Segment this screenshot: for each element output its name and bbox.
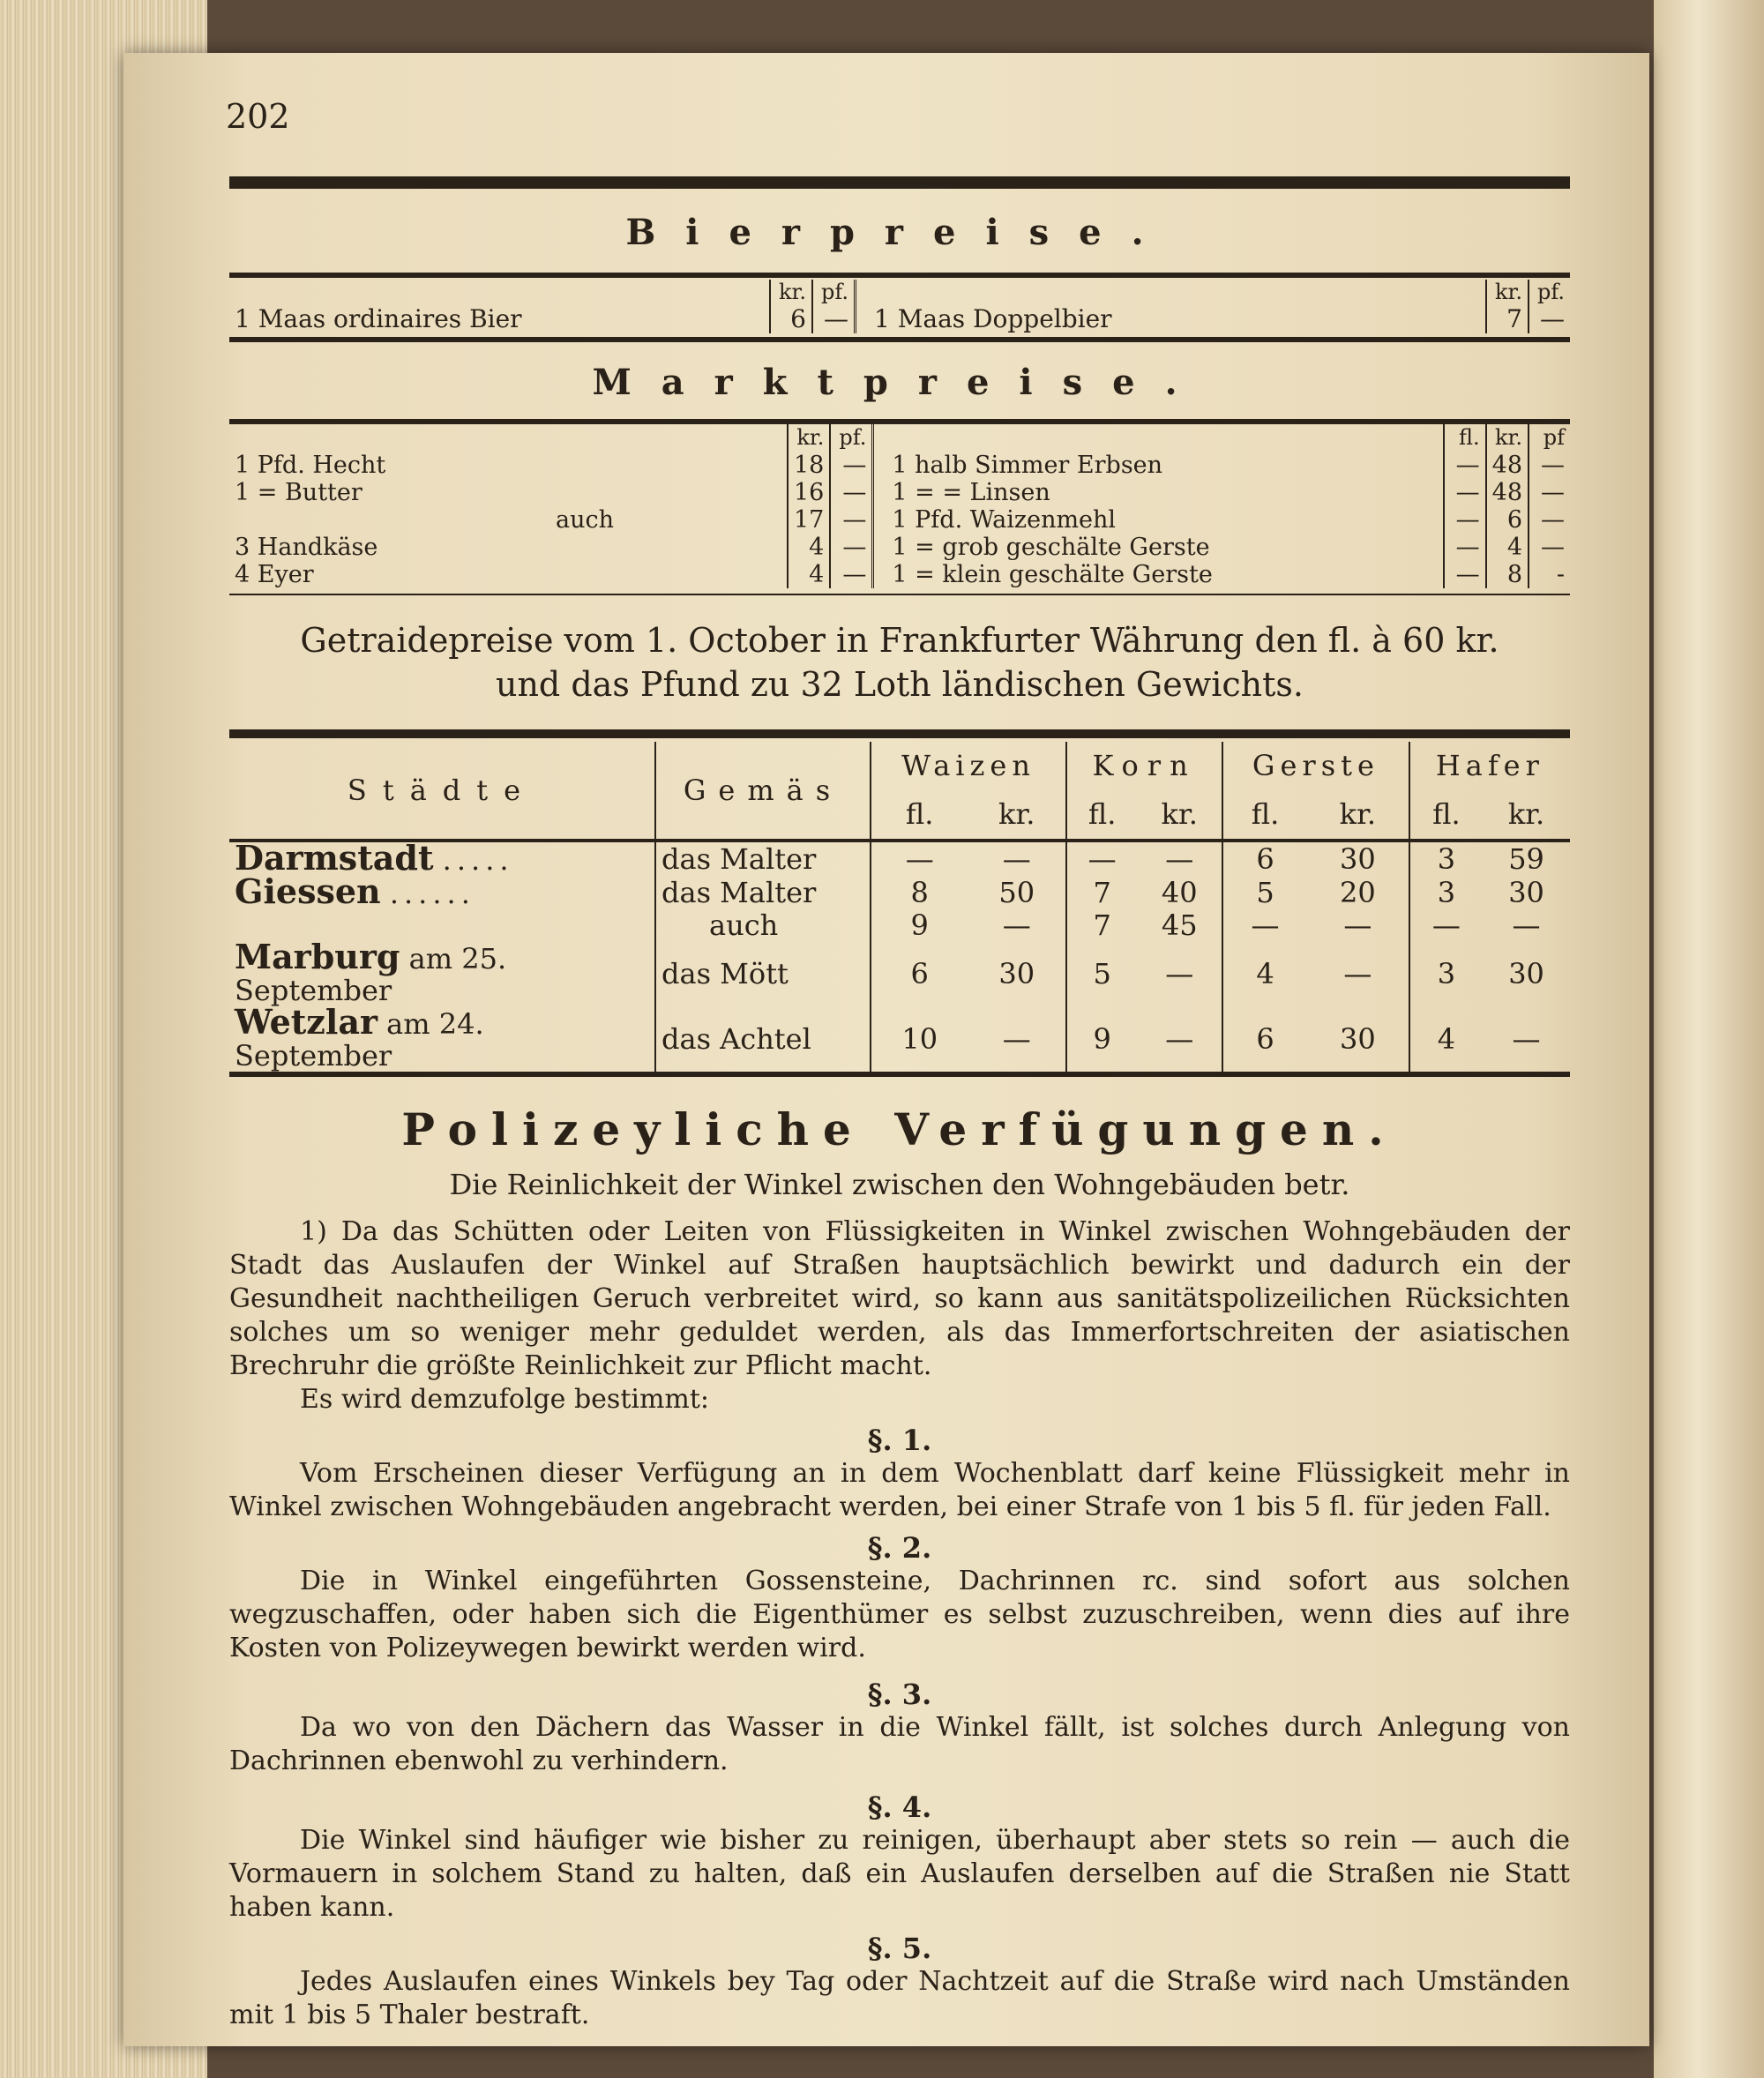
markt-right-label: 1 = klein geschälte Gerste	[873, 561, 1444, 588]
markt-row	[229, 534, 1570, 561]
markt-right-fl: —	[1444, 452, 1486, 479]
table-row	[229, 876, 1570, 909]
markt-right-fl: —	[1444, 561, 1486, 588]
gerste-kr: 20	[1307, 876, 1409, 909]
bier-item-pf: —	[812, 304, 856, 333]
korn-fl: 9	[1093, 1022, 1111, 1056]
polizei-lead: Es wird demzufolge bestimmt:	[300, 1384, 710, 1415]
unit-fl: fl.	[1088, 797, 1117, 832]
markt-right-kr: 48	[1486, 452, 1529, 479]
gerste-fl: 6	[1256, 842, 1274, 876]
gerste-fl: —	[1251, 908, 1280, 942]
hafer-fl: —	[1431, 908, 1461, 942]
top-rule	[229, 176, 1570, 189]
markt-row	[229, 561, 1570, 588]
markt-unit-pf-2: pf	[1529, 424, 1570, 452]
section-number: §. 4.	[867, 1790, 932, 1824]
gerste-kr: —	[1307, 941, 1409, 1006]
waizen-kr: 50	[968, 876, 1066, 909]
section-number: §. 3.	[867, 1678, 932, 1711]
polizei-subtitle: Die Reinlichkeit der Winkel zwischen den Wohngebäuden betr.	[449, 1168, 1350, 1201]
bier-unit-pf-2: pf.	[1529, 280, 1570, 304]
waizen-fl: —	[905, 842, 934, 876]
markt-right-pf: —	[1529, 452, 1570, 479]
table-row	[229, 841, 1570, 876]
korn-fl: 7	[1093, 908, 1111, 942]
getraide-table	[229, 742, 1570, 1077]
section-text: Vom Erscheinen dieser Verfügung an in dem Wochenblatt darf keine Flüssigkeit mehr in Winkel zwischen Wohngebäuden angebracht werden, bei einer Strafe von 1 bis 5 fl. für jeden Fall.	[229, 1458, 1570, 1522]
korn-fl: 7	[1093, 876, 1111, 909]
city-name: Marburg	[235, 937, 400, 976]
hafer-kr: 59	[1508, 842, 1544, 876]
hafer-fl: 4	[1437, 1022, 1456, 1056]
city-name: Darmstadt	[235, 838, 434, 878]
col-staedte: Städte	[229, 742, 655, 841]
markt-left-kr: 4	[788, 561, 830, 588]
markt-row	[229, 506, 1570, 534]
bier-rule-bottom	[229, 337, 1570, 342]
getraide-rule-top	[229, 729, 1570, 738]
gemaes-cell: das Achtel	[655, 1006, 871, 1074]
col-hafer: Hafer	[1435, 749, 1544, 783]
markt-left-pf: —	[830, 452, 873, 479]
bier-rule-top	[229, 273, 1570, 278]
markt-left-label: 1 = Butter	[235, 479, 363, 506]
section-text: Jedes Auslaufen eines Winkels bey Tag oder Nachtzeit auf die Straße wird nach Umständen mit 1 bis 5 Thaler bestraft.	[229, 1966, 1570, 2030]
city-name: Wetzlar	[235, 1002, 377, 1042]
markt-right-kr: 6	[1486, 506, 1529, 534]
city-cell	[229, 937, 655, 1007]
markt-left-label: auch	[556, 506, 614, 534]
markt-left-kr: 18	[788, 452, 830, 479]
korn-kr: —	[1137, 1006, 1222, 1074]
markt-right-kr: 48	[1486, 479, 1529, 506]
markt-left-label: 4 Eyer	[235, 561, 314, 588]
markt-left-pf: —	[830, 561, 873, 588]
city-name: Giessen	[235, 871, 381, 911]
markt-unit-fl: fl.	[1444, 424, 1486, 452]
markt-right-pf: -	[1529, 561, 1570, 588]
table-row	[229, 1006, 1570, 1074]
markt-right-label: 1 Pfd. Waizenmehl	[873, 506, 1444, 534]
markt-left-kr: 17	[788, 506, 830, 534]
markt-right-kr: 8	[1486, 561, 1529, 588]
markt-right-label: 1 = = Linsen	[873, 479, 1444, 506]
waizen-fl: 10	[901, 1022, 938, 1056]
polizei-intro: 1) Da das Schütten oder Leiten von Flüssigkeiten in Winkel zwischen Wohngebäuden der Stadt das Auslaufen der Winkel auf Straßen hauptsächlich bewirkt und dadurch ein der Gesundheit nachtheiligen Geruch verbreitet wird, so kann aus sanitätspolizeilichen Rücksichten solches um so weniger mehr geduldet werden, als das Immerfortschreiten der asiatischen Brechruhr die größte Reinlichkeit zur Pflicht macht.	[229, 1216, 1570, 1381]
hafer-kr: —	[1512, 1022, 1541, 1056]
bier-item-label: 1 Maas Doppelbier	[856, 304, 1487, 333]
book-page-edges-right	[1654, 0, 1764, 2078]
page-content	[229, 176, 1570, 2032]
gemaes-cell: das Malter	[655, 876, 871, 909]
city-cell	[229, 1002, 655, 1074]
gerste-kr: —	[1307, 909, 1409, 941]
gemaes-cell: das Malter	[655, 841, 871, 876]
markt-left-pf: —	[830, 506, 873, 534]
korn-fl: 5	[1093, 957, 1111, 990]
gerste-kr: 30	[1307, 1006, 1409, 1074]
bier-unit-kr-2: kr.	[1486, 280, 1529, 304]
markt-table	[229, 424, 1570, 588]
waizen-kr: —	[968, 1006, 1066, 1074]
markt-right-fl: —	[1444, 534, 1486, 561]
markt-left-pf: —	[830, 534, 873, 561]
unit-kr: kr.	[1307, 790, 1409, 841]
markt-left-pf: —	[830, 479, 873, 506]
col-gemaes: Gemäs	[655, 742, 871, 841]
hafer-kr: 30	[1508, 957, 1544, 990]
korn-fl: —	[1088, 842, 1117, 876]
waizen-fl: 9	[910, 908, 929, 942]
markt-rule-bottom	[229, 594, 1570, 595]
unit-fl: fl.	[1432, 797, 1461, 832]
unit-fl: fl.	[1251, 797, 1280, 832]
waizen-kr: 30	[968, 941, 1066, 1006]
bier-item-kr: 6	[770, 304, 812, 333]
gerste-fl: 6	[1256, 1022, 1274, 1056]
waizen-kr: —	[968, 909, 1066, 941]
polizei-title: Polizeyliche Verfügungen.	[401, 1103, 1398, 1155]
waizen-fl: 8	[910, 876, 929, 909]
markt-left-label: 3 Handkäse	[235, 534, 378, 561]
city-cell: Giessen ......	[229, 876, 655, 909]
markt-right-pf: —	[1529, 534, 1570, 561]
unit-kr: kr.	[1137, 790, 1222, 841]
bierpreise-title: Bierpreise.	[625, 212, 1174, 253]
markt-right-kr: 4	[1486, 534, 1529, 561]
bier-unit-pf: pf.	[812, 280, 856, 304]
col-korn: Korn	[1066, 742, 1222, 790]
hafer-fl: 3	[1437, 876, 1456, 909]
hafer-kr: 30	[1508, 876, 1544, 909]
markt-right-pf: —	[1529, 506, 1570, 534]
gerste-fl: 5	[1256, 876, 1274, 909]
section-number: §. 5.	[867, 1932, 932, 1965]
markt-unit-kr-2: kr.	[1486, 424, 1529, 452]
bier-unit-kr: kr.	[770, 280, 812, 304]
markt-right-label: 1 = grob geschälte Gerste	[873, 534, 1444, 561]
gemaes-cell: auch	[655, 909, 871, 941]
book-page	[123, 53, 1649, 2046]
table-row	[229, 909, 1570, 941]
korn-kr: —	[1137, 941, 1222, 1006]
hafer-fl: 3	[1437, 957, 1456, 990]
marktpreise-title: Marktpreise.	[592, 362, 1207, 403]
markt-left-kr: 16	[788, 479, 830, 506]
city-cell: Darmstadt .....	[229, 841, 655, 876]
markt-right-label: 1 halb Simmer Erbsen	[873, 452, 1444, 479]
getraide-line-1: Getraidepreise vom 1. October in Frankfurter Währung den fl. à 60 kr.	[300, 621, 1499, 660]
gemaes-cell: das Mött	[655, 941, 871, 1006]
page-number: 202	[226, 97, 290, 136]
waizen-fl: 6	[910, 957, 929, 990]
section-text: Die in Winkel eingeführten Gossensteine, Dachrinnen rc. sind sofort aus solchen wegzuschaffen, oder haben sich die Eigenthümer es selbst zuzuschreiben, wenn dies auf ihre Kosten von Polizeywegen bewirkt werden wird.	[229, 1566, 1570, 1663]
getraide-line-2: und das Pfund zu 32 Loth ländischen Gewichts.	[495, 665, 1304, 704]
waizen-kr: —	[968, 841, 1066, 876]
bier-item-pf: —	[1529, 304, 1570, 333]
bier-item-label: 1 Maas ordinaires Bier	[235, 304, 522, 333]
gerste-fl: 4	[1256, 957, 1274, 990]
hafer-fl: 3	[1437, 842, 1456, 876]
markt-unit-pf: pf.	[830, 424, 873, 452]
section-number: §. 1.	[867, 1424, 932, 1457]
col-gerste: Gerste	[1222, 742, 1409, 790]
markt-right-pf: —	[1529, 479, 1570, 506]
col-waizen: Waizen	[871, 742, 1066, 790]
unit-kr: kr.	[1507, 797, 1545, 832]
markt-right-fl: —	[1444, 506, 1486, 534]
city-note: am 24. September	[235, 1007, 484, 1073]
table-row	[229, 941, 1570, 1006]
unit-kr: kr.	[968, 790, 1066, 841]
city-note: am 25. September	[235, 942, 507, 1007]
bier-table	[229, 280, 1570, 333]
markt-right-fl: —	[1444, 479, 1486, 506]
markt-left-label: 1 Pfd. Hecht	[235, 452, 386, 479]
korn-kr: —	[1137, 841, 1222, 876]
unit-fl: fl.	[905, 797, 934, 832]
section-number: §. 2.	[867, 1531, 932, 1565]
markt-row	[229, 479, 1570, 506]
hafer-kr: —	[1512, 908, 1541, 942]
section-text: Da wo von den Dächern das Wasser in die Winkel fällt, ist solches durch Anlegung von Dachrinnen ebenwohl zu verhindern.	[229, 1712, 1570, 1776]
markt-unit-kr: kr.	[788, 424, 830, 452]
bier-item-kr: 7	[1486, 304, 1529, 333]
korn-kr: 45	[1137, 909, 1222, 941]
section-text: Die Winkel sind häufiger wie bisher zu reinigen, überhaupt aber stets so rein — auch die Vormauern in solchem Stand zu halten, daß ein Auslaufen derselben auf die Straßen nie Statt haben kann.	[229, 1825, 1570, 1923]
markt-row	[229, 452, 1570, 479]
markt-left-kr: 4	[788, 534, 830, 561]
gerste-kr: 30	[1307, 841, 1409, 876]
korn-kr: 40	[1137, 876, 1222, 909]
